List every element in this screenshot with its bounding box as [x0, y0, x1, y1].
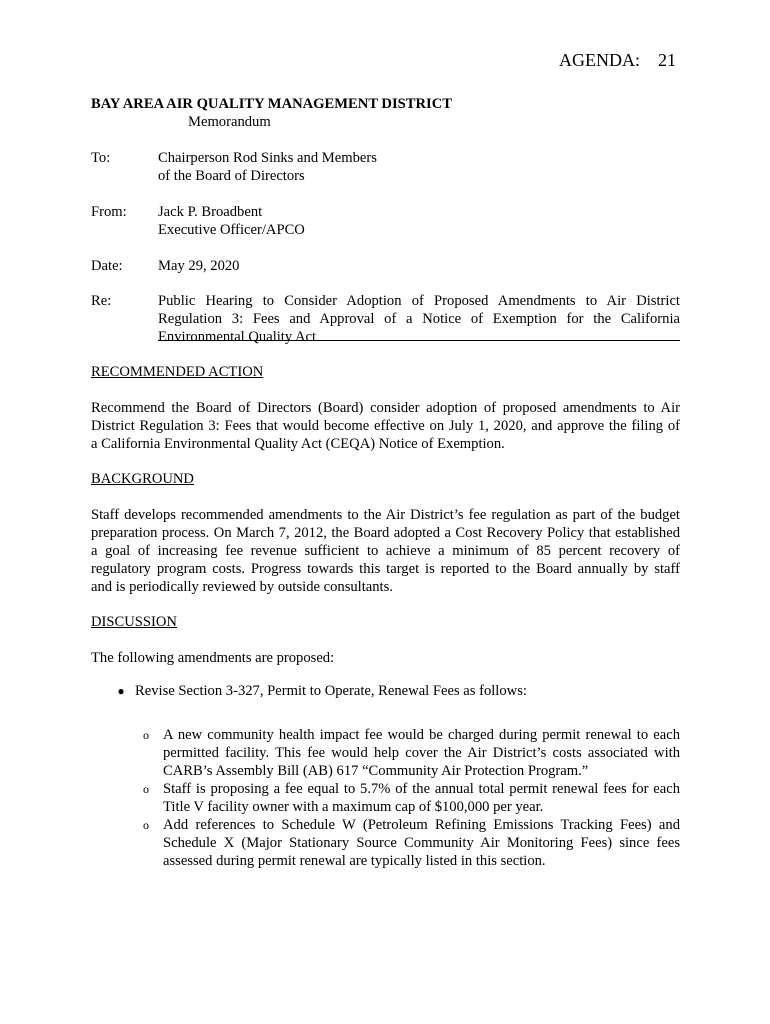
paragraph-line: a goal of increasing fee revenue sufficient to achieve a minimum of 85 percent recovery of: [91, 543, 680, 559]
discussion-heading: DISCUSSION: [91, 614, 177, 630]
re-line: Regulation 3: Fees and Approval of a Notice of Exemption for the California: [158, 311, 680, 327]
bullet-item: Revise Section 3-327, Permit to Operate, Renewal Fees as follows:: [135, 683, 527, 699]
sub-item-line: Add references to Schedule W (Petroleum Refining Emissions Tracking Fees) and: [163, 817, 680, 833]
paragraph-line: District Regulation 3: Fees that would become effective on July 1, 2020, and approve the filing of: [91, 418, 680, 434]
sub-item: [163, 816, 680, 870]
sub-item-line: A new community health impact fee would be charged during permit renewal to each: [163, 727, 680, 743]
re-subject: [158, 292, 680, 346]
to-value: [158, 149, 680, 185]
paragraph-line: and is periodically reviewed by outside consultants.: [91, 579, 393, 595]
sub-item-line: Title V facility owner with a maximum cap of $100,000 per year.: [163, 799, 544, 815]
background-paragraph: [91, 506, 680, 596]
sub-item: [163, 780, 680, 816]
to-line: Chairperson Rod Sinks and Members: [158, 150, 377, 166]
from-label: From:: [91, 204, 127, 220]
date-value: May 29, 2020: [158, 258, 240, 274]
bullet-marker: ●: [117, 684, 125, 698]
re-underline-rule: [158, 340, 680, 341]
from-value: [158, 203, 680, 239]
sub-item-marker: o: [143, 728, 149, 742]
re-label: Re:: [91, 293, 112, 309]
sub-item-marker: o: [143, 782, 149, 796]
recommended-action-paragraph: [91, 399, 680, 453]
re-line: Public Hearing to Consider Adoption of Proposed Amendments to Air District: [158, 293, 680, 309]
re-line: Environmental Quality Act: [158, 329, 317, 345]
paragraph-line: a California Environmental Quality Act (CEQA) Notice of Exemption.: [91, 436, 505, 452]
from-line: Jack P. Broadbent: [158, 204, 263, 220]
sub-item-line: assessed during permit renewal are typically listed in this section.: [163, 853, 546, 869]
recommended-action-heading: RECOMMENDED ACTION: [91, 364, 264, 380]
sub-item-line: Schedule X (Major Stationary Source Community Air Monitoring Fees) since fees: [163, 835, 680, 851]
sub-item-line: permitted facility. This fee would help cover the Air District’s costs associated with: [163, 745, 680, 761]
paragraph-line: Staff develops recommended amendments to the Air District’s fee regulation as part of the budget: [91, 507, 680, 523]
agenda-marker: [559, 50, 676, 70]
sub-item-line: Staff is proposing a fee equal to 5.7% of the annual total permit renewal fees for each: [163, 781, 680, 797]
agenda-number: 21: [658, 50, 676, 70]
to-line: of the Board of Directors: [158, 168, 305, 184]
to-label: To:: [91, 150, 111, 166]
organization-name: BAY AREA AIR QUALITY MANAGEMENT DISTRICT: [91, 96, 452, 112]
document-type: Memorandum: [188, 114, 271, 130]
date-label: Date:: [91, 258, 123, 274]
sub-item-marker: o: [143, 818, 149, 832]
paragraph-line: preparation process. On March 7, 2012, the Board adopted a Cost Recovery Policy that established: [91, 525, 680, 541]
background-heading: BACKGROUND: [91, 471, 194, 487]
sub-item-line: CARB’s Assembly Bill (AB) 617 “Community Air Protection Program.”: [163, 763, 589, 779]
paragraph-line: regulatory program costs. Progress towards this target is reported to the Board annually by staff: [91, 561, 680, 577]
paragraph-line: Recommend the Board of Directors (Board) consider adoption of proposed amendments to Air: [91, 400, 680, 416]
sub-item: [163, 726, 680, 780]
agenda-label: AGENDA:: [559, 50, 640, 70]
discussion-intro: The following amendments are proposed:: [91, 650, 335, 666]
from-line: Executive Officer/APCO: [158, 222, 305, 238]
